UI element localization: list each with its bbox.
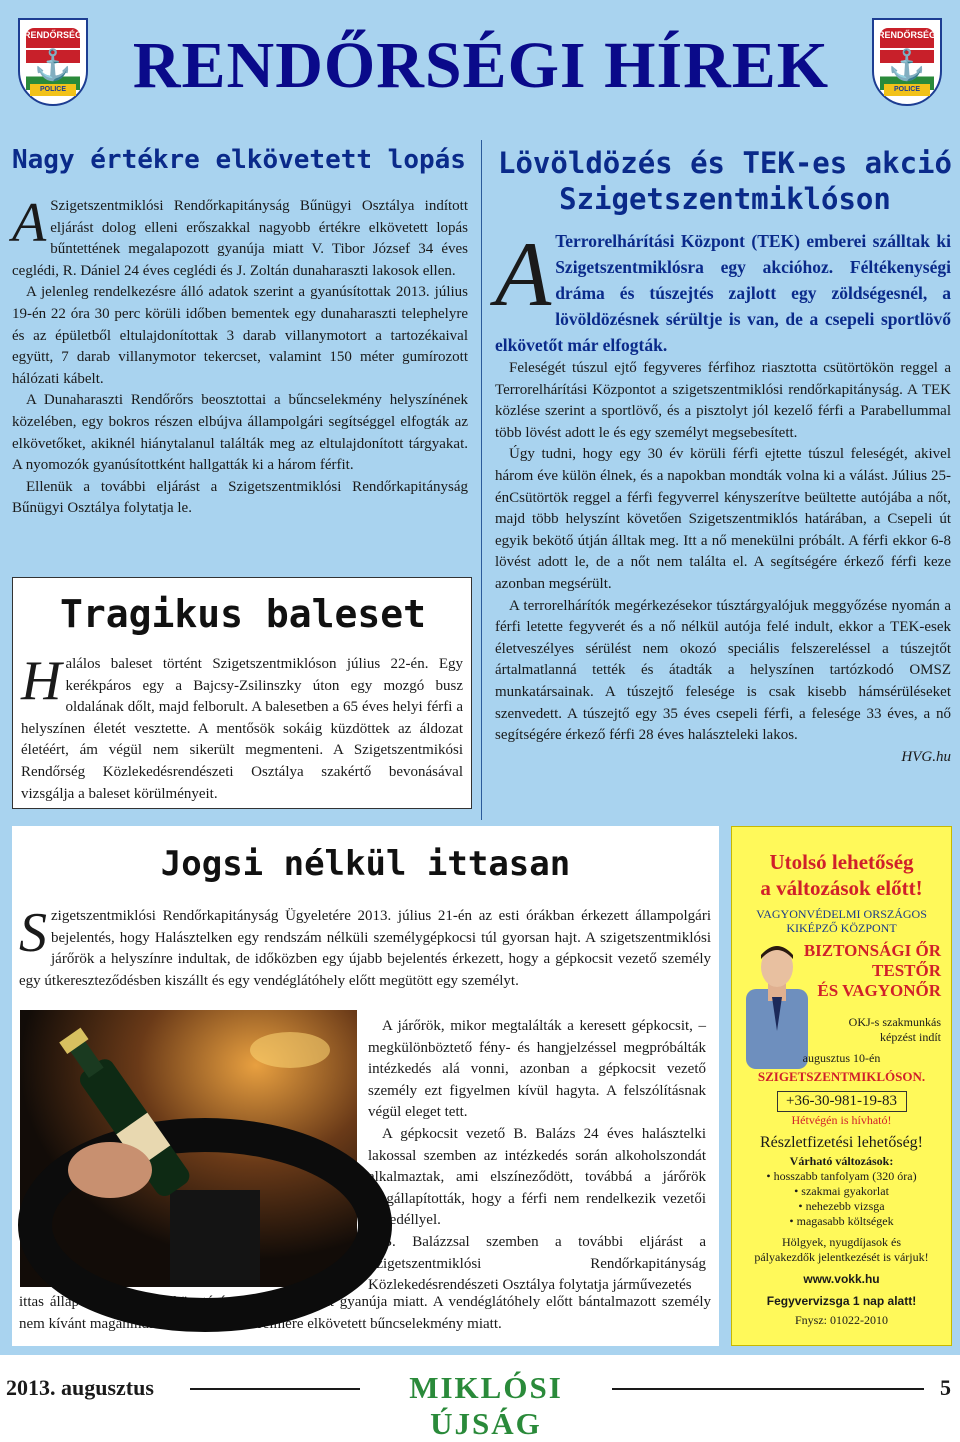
article-accident-body: H alálos baleset történt Szigetszentmiklóson július 22-én. Egy kerékpáros egy a Bajcsy-Zsilinszky úton egy mozgó busz oldalának dőlt, majd felborult. A balesetben a 65 éves helyi férfi a helyszínen életét vesztette. A mentősök sokáig küzdöttek az áldozat életéért, ám végül nem sikerült megmenteni. A Szigetszentmikósi Rendőrség Közlekedésrendészeti Osztálya szakértő bevonásával vizsgálja a baleset körülményeit. [21,650,463,802]
dropcap: S [19,902,47,964]
column-rule [481,140,482,820]
header-banner [100,8,862,126]
ad-phone[interactable]: +36-30-981-19-83 [777,1091,907,1112]
article-drunk-driving-intro: S zigetszentmiklósi Rendőrkapitányság Ügyeletére 2013. július 21-én az esti órákban érkezett állampolgári bejelentés, hogy Halásztelken egy rendszám nélküli személygépkocsi túl gyorsan hajt. A szigetszentmiklósi járőrök a helyszínre indultak, de időközben egy újabb bejelentés érkezett, hogy a gépkocsit vezető személy egy útkereszteződésben kiszállt és egy vendéglátóhely előtt megütött egy személyt. [19,902,711,989]
ad-headline: Utolsó lehetőség [769,850,914,874]
page-footer [0,1355,960,1441]
article-accident-title: Tragikus baleset [59,592,427,636]
footer-rule-left [190,1388,360,1390]
article-shooting-title: Lövöldözés és TEK-es akció Szigetszentmiklóson [498,146,952,216]
article-theft-body: A Szigetszentmiklósi Rendőrkapitányság Bűnügyi Osztálya indított eljárást dolog elleni erőszakkal nagyobb értékre elkövetett lopás bűntettének megalapozott gyanúja miatt V. Tibor József 34 éves ceglédi, R. Dániel 24 éves ceglédi és J. Zoltán dunaharaszti lakosok ellen. A jelenleg rendelkezésre álló adatok szerint a gyanúsítottak 2013. július 19-én 22 óra 30 perc körüli időben bementek egy dunaharaszti telephelyre és az épületből eltulajdonítottak 3 darab villanymotort a tartozékaival együtt, 7 darab villanymotor tekercset, valamint 150 méter gumírozott hálózati kábelt. A Dunaharaszti Rendőrőrs beosztottai a bűncselekmény helyszínének közelében, egy bokros részen elbújva állampolgári segítséggel elfogták az elkövetőket, akiknél hiánytalanul találták meg az eltulajdonított tárgyakat. A nyomozók gyanúsítottként hallgatták ki a három férfit. Ellenük a további eljárást a Szigetszentmiklósi Rendőrkapitányság Bűnügyi Osztálya folytatja le. [12,192,468,517]
article-signature: HVG.hu [901,748,951,765]
article-shooting-body: A Terrorelhárítási Központ (TEK) emberei szálltak ki Szigetszentmiklósra egy akcióhoz. Féltékenységi dráma és túszejtés zajlott egy zöldségesnél, a lövöldözésnek sérültje is van, de a csepeli sportlövő elkövetőt már elfogták. Feleségét túszul ejtő fegyveres férfihoz riasztotta csütörtökön reggel a Terrorelhárítási Központot a szigetszentmiklósi rendőrkapitányság. A TEK közlése szerint a sportlövő, és a pisztolyt jól kezelő férfi a Parabellummal több lövést adott le és egy személyt megsebesített. Úgy tudni, hogy egy 30 év körüli férfi ejtette túszul feleségét, akivel három éve külön élnek, és a napokban mondták volna ki a válást. Július 25-énCsütörtök reggel a férfi fegyverrel kényszerítve beültette autójába a nőt, majd több helyszínt követően Szigetszentmiklós határában, a Csepeli út egyik bekötő útján álltak meg. Itt a nő menekülni próbált. A férfi ekkor 6-8 lövést adott le, de a nőt nem találta el. A segítségére érkező férfi keze azonban megsérült. A terrorelhárítók megérkezésekor túsztárgyalójuk meggyőzése nyomán a férfi letette fegyverét és a nő nélkül autója felé indult, ekkor a TEK-esek életveszélyes sérülést nem okozó speciális felszereléssel a túszejtőt ártalmatlanná tették és átadták a helyszínen tartózkodó OMSZ munkatársainak. A túszejtő felesége is csak kisebb hámsérüléseket szenvedett. A túszejtő egy 35 éves csepeli férfi, a felesége 33 éves, a nő segítségére érkező férfi 28 éves halászteleki lakos. HVG.hu [495,228,951,768]
ad-visual: BIZTONSÁGI ŐR TESTŐR ÉS VAGYONŐR OKJ-s szakmunkás képzést indít augusztus 10-én [732,937,951,1069]
article-drunk-driving-closing: ittas állapotban vétség elkövetésének megalapozott gyanúja miatt. A vendéglátóhely előtt bántalmazott személy nem kívánt magánindítvánnyal élni a sérelmére elkövetett bűncselekmény miatt. [19,1294,711,1332]
article-drunk-driving-column: A járőrök, mikor megtalálták a keresett gépkocsit, – megkülönböztető fény- és hangjelzéssel megpróbálták intézkedés alá vonni, azonban a gépkocsit vezető személy ezt figyelmen kívül hagyta. A felszólításnak végül eleget tett. A gépkocsit vezető B. Balázs 24 éves halásztelki lakossal szemben az intézkedés során alkoholszondát alkalmaztak, ami elszíneződött, továbbá a járőrök megállapították, hogy a férfi nem rendelkezik vezetői engedéllyel. B. Balázzsal szemben a további eljárást a Szigetszentmiklósi Rendőrkapitányság Közlekedésrendészeti Osztálya folytatja járművezetés [368,1018,706,1294]
article-lead: Terrorelhárítási Központ (TEK) emberei szálltak ki Szigetszentmiklósra egy akcióhoz. Féltékenységi dráma és túszejtés zajlott egy zöldségesnél, a lövöldözésnek sérültje is van, de a csepeli sportlövő elkövetőt már elfogták. [495,231,951,355]
footer-rule-right [612,1388,924,1390]
anchor-icon: ⚓ [888,49,926,82]
dropcap: A [495,223,552,325]
ad-website-link[interactable]: www.vokk.hu [803,1272,880,1286]
security-training-ad: Utolsó lehetőség a változások előtt! VAGYONVÉDELMI ORSZÁGOS KIKÉPZŐ KÖZPONT BIZTONSÁGI ŐR TESTŐR ÉS VAGYONŐR OKJ-s szakmunkás képzést indít augusztus 10-én SZIGETSZENTMIKLÓSON. +36-30-981-19-83 Hétvégén is hívható! Részletfizetési lehetőség! Várható változások: • hosszabb tanfolyam (320 óra) • szakmai gyakorlat • nehezebb vizsga • magasabb költségek Hölgyek, nyugdíjasok és pályakezdők jelentkezését is várjuk! www.vokk.hu Fegyvervizsga 1 nap alatt! Fnysz: 01022-2010 [731,826,952,1346]
dropcap: A [12,192,47,254]
dropcap: H [21,650,62,712]
newspaper-name: MIKLÓSI ÚJSÁG [409,1370,563,1441]
page-title: RENDŐRSÉGI HÍREK [132,29,830,102]
article-theft-title: Nagy értékre elkövetett lopás [12,145,466,175]
page-number: 5 [940,1375,951,1400]
article-accident [12,577,472,809]
anchor-icon: ⚓ [34,49,72,82]
police-crest-right: RENDŐRSÉG ⚓ POLICE [872,18,942,106]
police-crest-left: RENDŐRSÉG ⚓ POLICE [18,18,88,106]
steering-wheel-bottle-image [20,1010,357,1287]
issue-date: 2013. augusztus [6,1375,154,1400]
ad-headline-2: a változások előtt! [760,876,923,900]
article-drunk-driving-title: Jogsi nélkül ittasan [160,844,571,884]
drunk-driver-photo [20,1010,357,1287]
